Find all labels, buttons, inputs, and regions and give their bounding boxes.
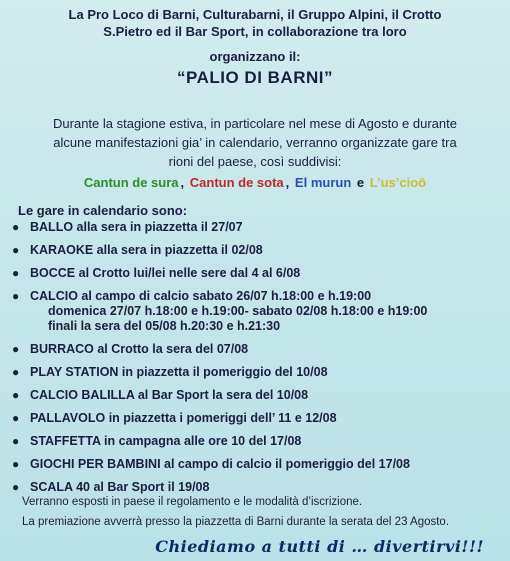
rules-note: Verranno esposti in paese il regolamento e le modalità d’iscrizione. (22, 496, 363, 508)
event-text: CALCIO BALILLA al Bar Sport la sera del 10/08 (30, 388, 309, 402)
event-text: BALLO alla sera in piazzetta il 27/07 (30, 220, 243, 234)
event-item (12, 266, 502, 281)
rione-cantun-de-sota: Cantun de sota (189, 175, 284, 190)
header-line-3: organizzano il: (209, 49, 301, 64)
event-item (12, 289, 502, 334)
bullet-icon: ● (12, 220, 20, 234)
rioni-separator: , (285, 175, 290, 190)
event-item (12, 220, 502, 235)
event-item (12, 365, 502, 380)
bullet-icon: ● (12, 365, 20, 379)
rione-cantun-de-sura: Cantun de sura (83, 175, 179, 190)
bullet-icon: ● (12, 411, 20, 425)
rioni-separator: e (356, 175, 365, 190)
award-note: La premiazione avverrà presso la piazzetta di Barni durante la serata del 23 Agosto. (22, 516, 450, 528)
intro-line-3: rioni del paese, così suddivisi: (168, 154, 342, 169)
events-list (12, 220, 502, 503)
event-extra-line: domenica 27/07 h.18:00 e h.19:00- sabato 02/08 h.18:00 e h19:00 (48, 304, 428, 318)
bullet-icon: ● (12, 388, 20, 402)
event-text: SCALA 40 al Bar Sport il 19/08 (30, 480, 210, 494)
rioni-list (10, 175, 500, 190)
event-item (12, 243, 502, 258)
bullet-icon: ● (12, 342, 20, 356)
header-line-1: La Pro Loco di Barni, Culturabarni, il Gruppo Alpini, il Crotto (68, 7, 442, 22)
bullet-icon: ● (12, 243, 20, 257)
event-text: GIOCHI PER BAMBINI al campo di calcio il pomeriggio del 17/08 (30, 457, 410, 471)
event-item (12, 411, 502, 426)
event-item (12, 457, 502, 472)
rioni-separator: , (180, 175, 185, 190)
event-text: BOCCE al Crotto lui/lei nelle sere dal 4 al 6/08 (30, 266, 301, 280)
rione-lus-cioo: L’us’cioö (369, 175, 427, 190)
event-text: BURRACO al Crotto la sera del 07/08 (30, 342, 249, 356)
event-text: PALLAVOLO in piazzetta i pomeriggi dell’ 11 e 12/08 (30, 411, 337, 425)
header-line-2: S.Pietro ed il Bar Sport, in collaborazione tra loro (103, 24, 407, 39)
bullet-icon: ● (12, 266, 20, 280)
event-item (12, 480, 502, 495)
event-extra-line: finali la sera del 05/08 h.20:30 e h.21:30 (48, 319, 281, 333)
event-text: PLAY STATION in piazzetta il pomeriggio del 10/08 (30, 365, 328, 379)
event-item (12, 342, 502, 357)
event-item (12, 434, 502, 449)
event-text: STAFFETTA in campagna alle ore 10 del 17/08 (30, 434, 302, 448)
event-text: KARAOKE alla sera in piazzetta il 02/08 (30, 243, 263, 257)
closing-line: Chiediamo a tutti di … divertirvi!!! (155, 537, 484, 556)
intro-line-1: Durante la stagione estiva, in particolare nel mese di Agosto e durante (53, 116, 457, 131)
bullet-icon: ● (12, 434, 20, 448)
event-text: CALCIO al campo di calcio sabato 26/07 h.18:00 e h.19:00 (30, 289, 372, 303)
bullet-icon: ● (12, 480, 20, 494)
calendar-heading: Le gare in calendario sono: (18, 203, 188, 218)
intro-line-2: alcune manifestazioni gia’ in calendario, verranno organizzate gare tra (53, 135, 457, 150)
bullet-icon: ● (12, 457, 20, 471)
bullet-icon: ● (12, 289, 20, 303)
event-item (12, 388, 502, 403)
rione-el-murun: El murun (294, 175, 352, 190)
event-title: “PALIO DI BARNI” (177, 68, 333, 87)
intro-paragraph (14, 114, 496, 171)
